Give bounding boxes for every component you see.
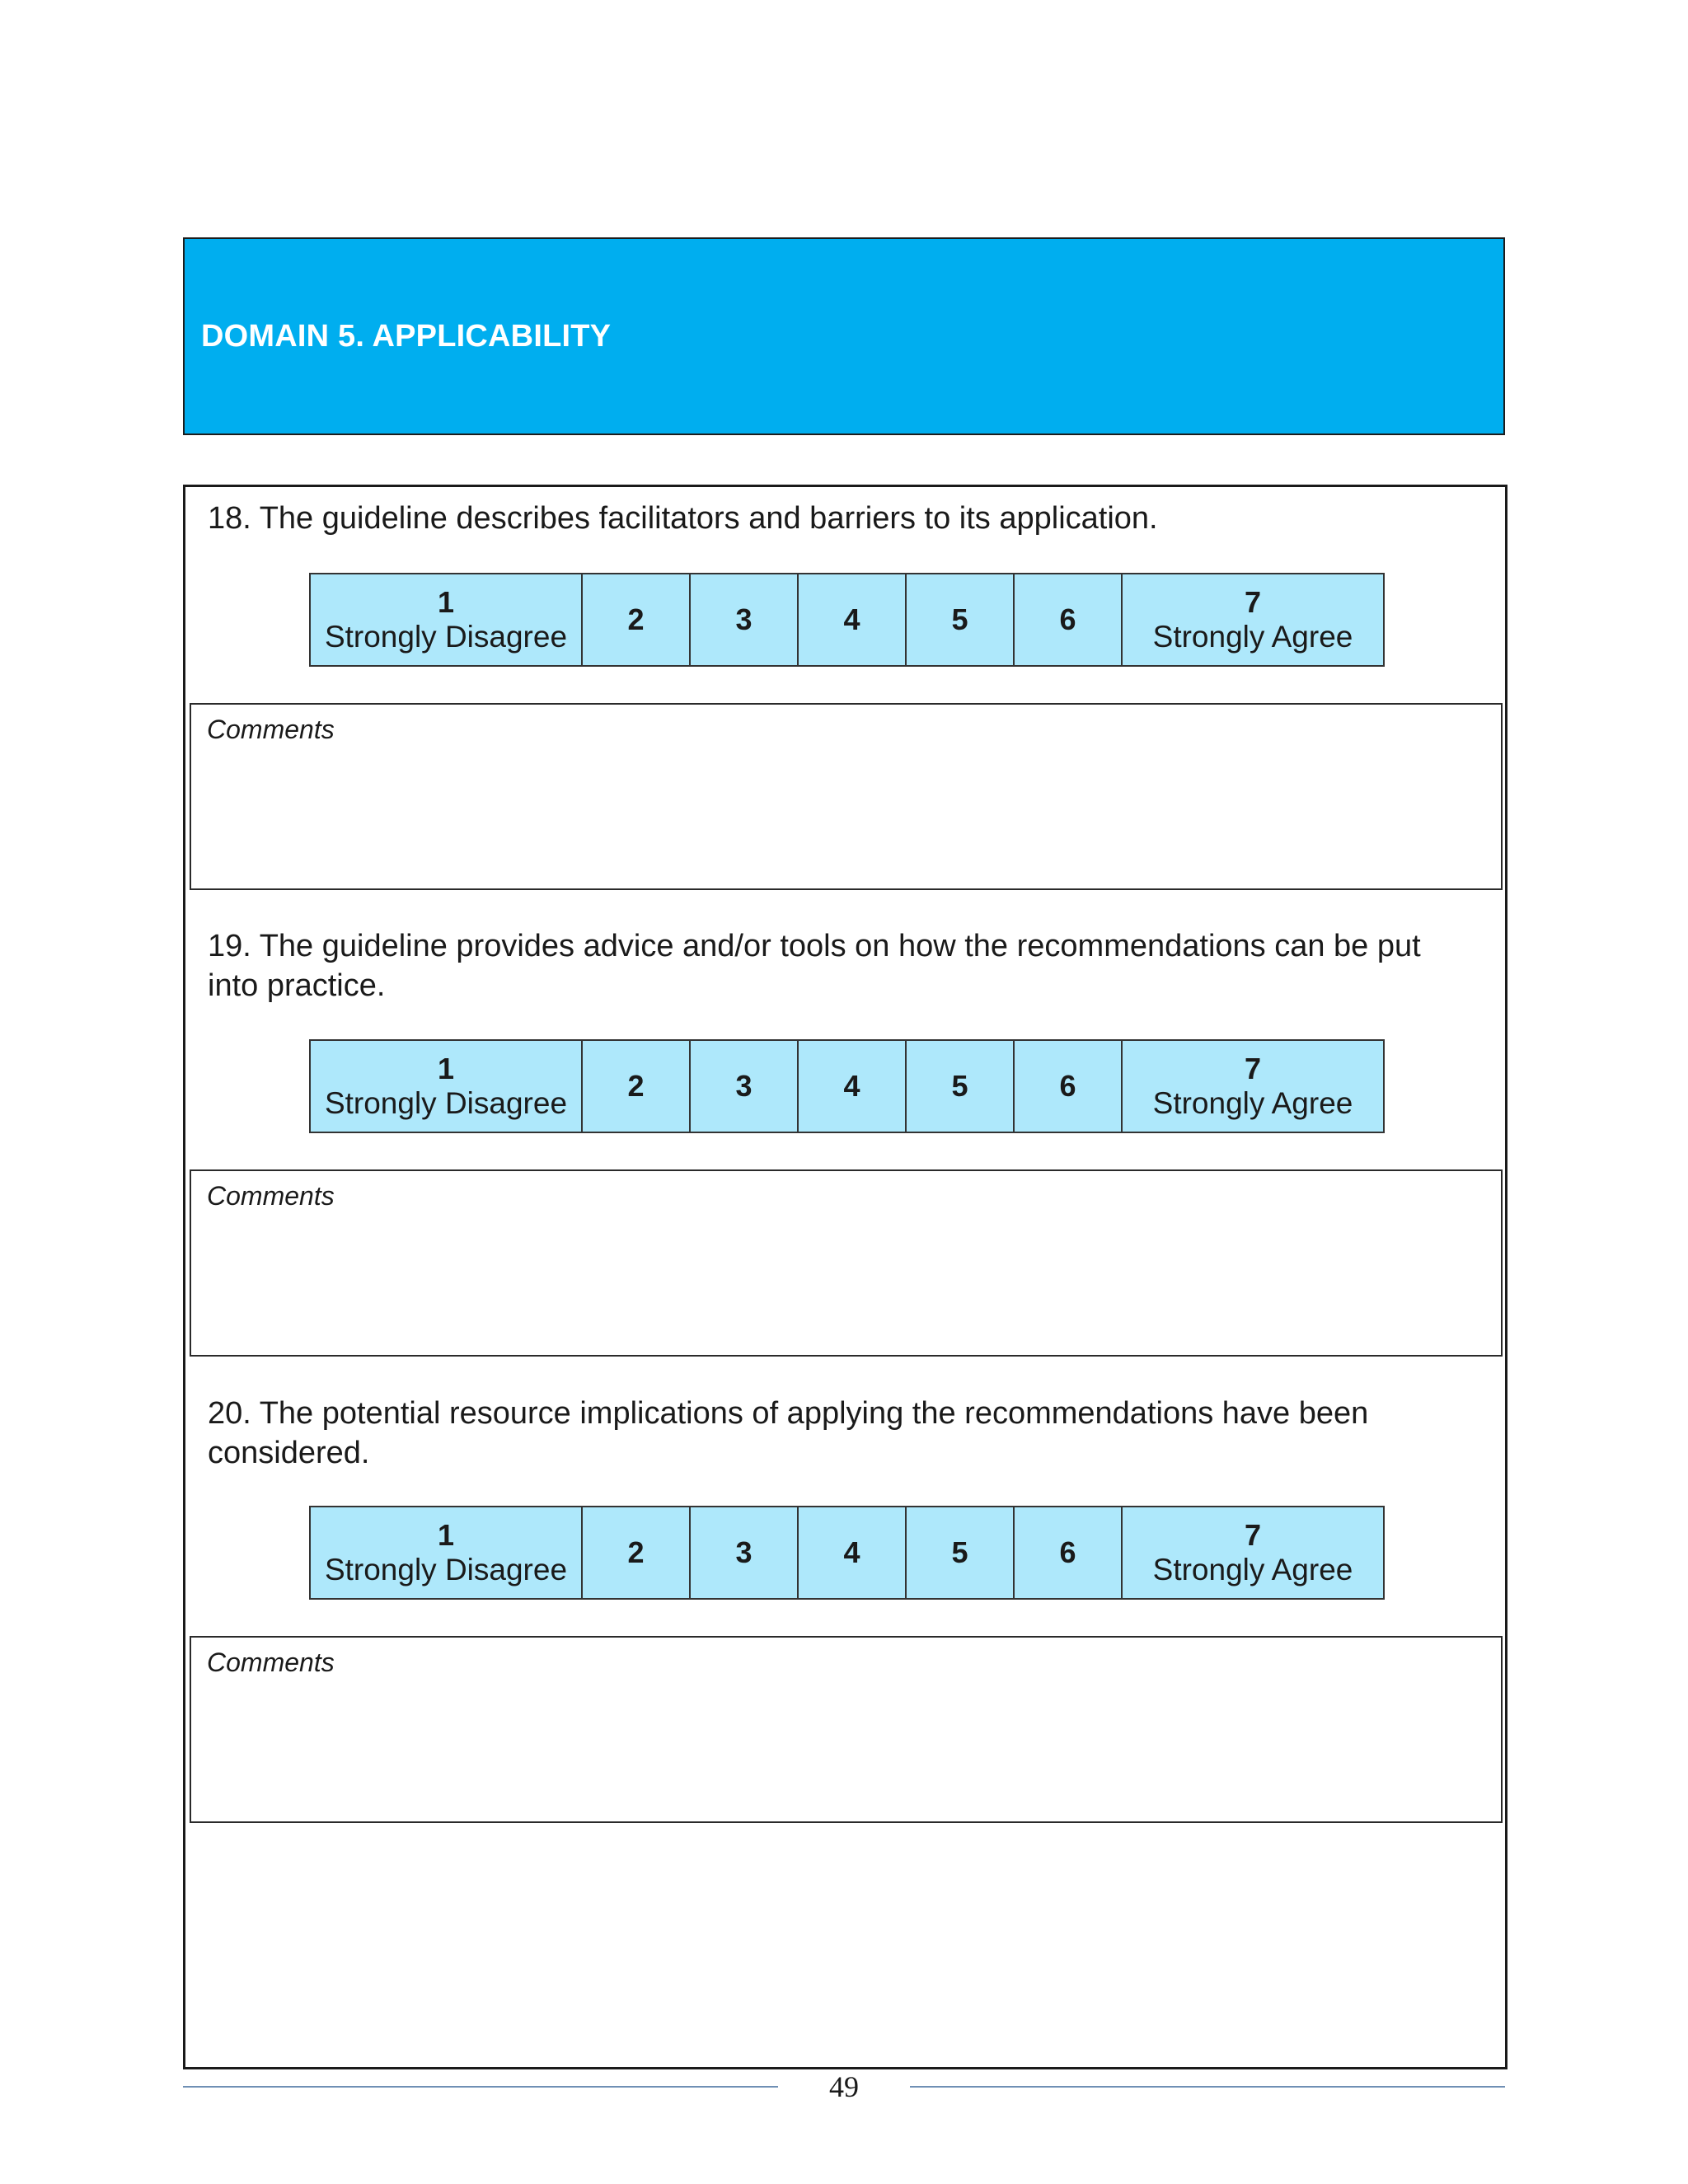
rating-option-7[interactable] (1122, 1040, 1384, 1132)
rating-option-6[interactable]: 6 (1014, 1507, 1122, 1599)
rating-option-5[interactable]: 5 (906, 1507, 1014, 1599)
rating-option-2[interactable]: 2 (582, 1040, 690, 1132)
rating-number: 7 (1244, 1052, 1262, 1085)
rating-option-6[interactable]: 6 (1014, 1040, 1122, 1132)
question-19: 19. The guideline provides advice and/or tools on how the recommendations can be put into practice. (208, 929, 1421, 1003)
rating-option-1[interactable] (310, 574, 582, 666)
comments-box-18[interactable] (190, 703, 1503, 890)
rating-option-4[interactable]: 4 (798, 574, 906, 666)
rating-label-strongly-disagree: Strongly Disagree (324, 620, 568, 654)
comments-label: Comments (207, 1181, 335, 1211)
question-18: 18. The guideline describes facilitators and barriers to its application. (208, 501, 1158, 536)
comments-box-19[interactable] (190, 1169, 1503, 1357)
rating-label-strongly-agree: Strongly Agree (1152, 1553, 1353, 1586)
comments-box-20[interactable] (190, 1636, 1503, 1823)
rating-option-6[interactable]: 6 (1014, 574, 1122, 666)
rating-option-3[interactable]: 3 (690, 1507, 798, 1599)
rating-option-7[interactable] (1122, 574, 1384, 666)
rating-option-7[interactable] (1122, 1507, 1384, 1599)
rating-option-5[interactable]: 5 (906, 574, 1014, 666)
questions-section (183, 485, 1507, 2069)
rating-scale-18 (309, 573, 1385, 667)
rating-option-5[interactable]: 5 (906, 1040, 1014, 1132)
footer-rule-left (183, 2086, 778, 2088)
rating-number: 7 (1244, 585, 1262, 619)
rating-number: 1 (437, 585, 455, 619)
rating-option-3[interactable]: 3 (690, 1040, 798, 1132)
rating-number: 1 (437, 1052, 455, 1085)
rating-label-strongly-agree: Strongly Agree (1152, 1086, 1353, 1120)
rating-option-1[interactable] (310, 1507, 582, 1599)
rating-option-4[interactable]: 4 (798, 1507, 906, 1599)
question-20: 20. The potential resource implications of applying the recommendations have been considered. (208, 1396, 1369, 1470)
footer-rule-right (910, 2086, 1505, 2088)
comments-label: Comments (207, 1647, 335, 1677)
rating-label-strongly-disagree: Strongly Disagree (324, 1086, 568, 1120)
rating-label-strongly-disagree: Strongly Disagree (324, 1553, 568, 1586)
rating-scale-19 (309, 1039, 1385, 1133)
comments-label: Comments (207, 715, 335, 744)
rating-number: 7 (1244, 1518, 1262, 1552)
rating-option-4[interactable]: 4 (798, 1040, 906, 1132)
rating-option-2[interactable]: 2 (582, 574, 690, 666)
domain-title: DOMAIN 5. APPLICABILITY (201, 318, 612, 354)
page-number: 49 (829, 2070, 859, 2103)
rating-number: 1 (437, 1518, 455, 1552)
rating-option-3[interactable]: 3 (690, 574, 798, 666)
domain-header (183, 237, 1505, 435)
rating-label-strongly-agree: Strongly Agree (1152, 620, 1353, 654)
rating-option-2[interactable]: 2 (582, 1507, 690, 1599)
rating-option-1[interactable] (310, 1040, 582, 1132)
rating-scale-20 (309, 1506, 1385, 1600)
